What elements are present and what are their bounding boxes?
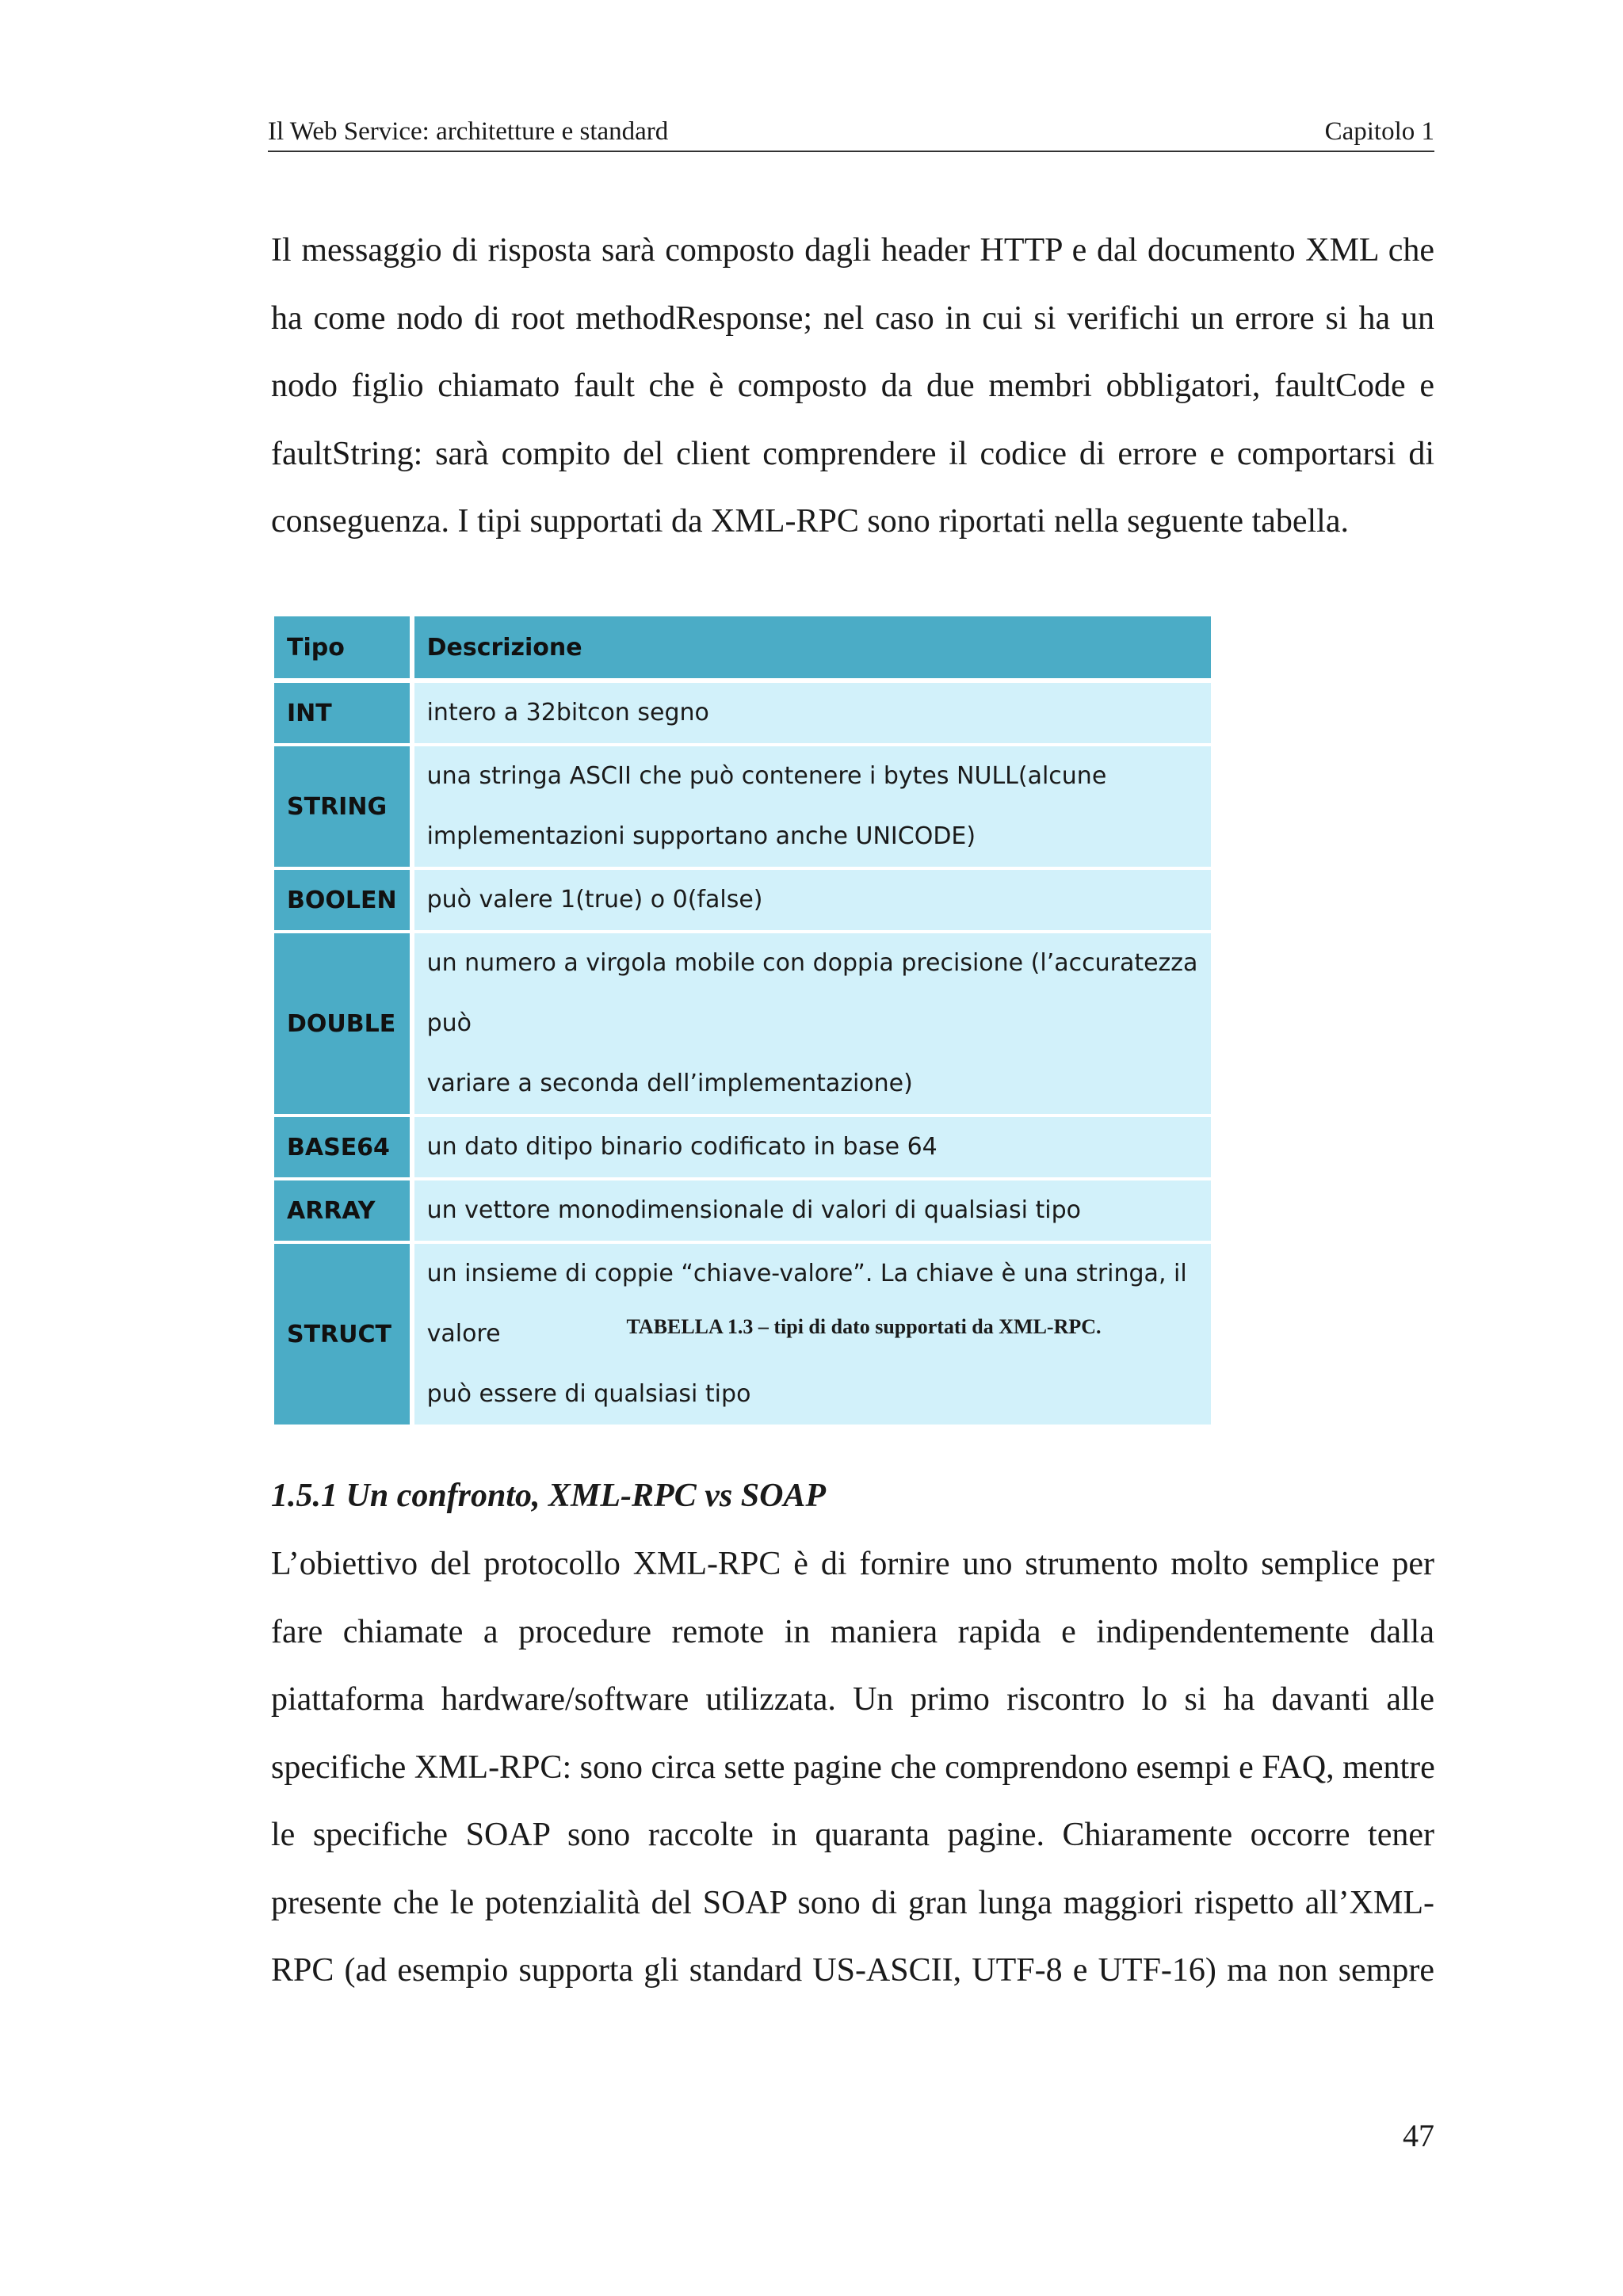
description-line: intero a 32bitcon segno xyxy=(426,699,709,727)
table-row xyxy=(274,933,1211,1117)
table-row xyxy=(274,1117,1211,1180)
text-line: Il messaggio di risposta sarà composto dagli header HTTP e dal documento XML che xyxy=(271,232,1434,269)
column-header-type: Tipo xyxy=(274,616,414,683)
text-line: fare chiamate a procedure remote in maniera rapida e indipendentemente dalla xyxy=(271,1613,1434,1650)
paragraph-comparison xyxy=(271,1531,1434,2005)
header-title: Il Web Service: architetture e standard xyxy=(268,117,669,146)
description-line: un insieme di coppie “chiave-valore”. La chiave è una stringa, il valore xyxy=(426,1260,1187,1348)
type-cell: ARRAY xyxy=(274,1180,414,1244)
running-header xyxy=(268,113,1434,152)
description-line: variare a seconda dell’implementazione) xyxy=(426,1070,913,1097)
description-line: implementazioni supportano anche UNICODE) xyxy=(426,822,976,850)
text-line: faultString: sarà compito del client comprendere il codice di errore e comportarsi di xyxy=(271,435,1434,472)
description-line: un dato ditipo binario codificato in base 64 xyxy=(426,1133,938,1161)
text-line: piattaforma hardware/software utilizzata. Un primo riscontro lo si ha davanti alle xyxy=(271,1681,1434,1718)
description-cell xyxy=(414,746,1211,870)
table-row xyxy=(274,1180,1211,1244)
text-line: presente che le potenzialità del SOAP sono di gran lunga maggiori rispetto all’XML- xyxy=(271,1884,1434,1921)
table-row xyxy=(274,870,1211,933)
column-header-description: Descrizione xyxy=(414,616,1211,683)
table-row xyxy=(274,683,1211,746)
table-caption: TABELLA 1.3 – tipi di dato supportati da XML-RPC. xyxy=(626,1315,1102,1338)
description-line: un numero a virgola mobile con doppia precisione (l’accuratezza può xyxy=(426,949,1198,1037)
header-chapter: Capitolo 1 xyxy=(1324,117,1434,146)
text-line: ha come nodo di root methodResponse; nel caso in cui si verifichi un errore si ha un xyxy=(271,299,1434,337)
table-header-row xyxy=(274,616,1211,683)
description-cell xyxy=(414,683,1211,746)
type-cell: DOUBLE xyxy=(274,933,414,1117)
text-line: L’obiettivo del protocollo XML-RPC è di fornire uno strumento molto semplice per xyxy=(271,1546,1434,1582)
description-cell xyxy=(414,933,1211,1117)
section-heading: 1.5.1 Un confronto, XML-RPC vs SOAP xyxy=(271,1478,827,1514)
description-cell xyxy=(414,870,1211,933)
description-cell xyxy=(414,1117,1211,1180)
text-line: nodo figlio chiamato fault che è composto da due membri obbligatori, faultCode e xyxy=(271,368,1434,404)
type-cell: STRING xyxy=(274,746,414,870)
description-line: una stringa ASCII che può contenere i bytes NULL(alcune xyxy=(426,762,1107,790)
page-number: 47 xyxy=(1403,2118,1434,2153)
type-cell: BOOLEN xyxy=(274,870,414,933)
type-cell: STRUCT xyxy=(274,1244,414,1428)
paragraph-intro xyxy=(271,217,1434,556)
types-table xyxy=(274,616,1211,1428)
description-line: può essere di qualsiasi tipo xyxy=(426,1380,751,1408)
type-cell: INT xyxy=(274,683,414,746)
type-cell: BASE64 xyxy=(274,1117,414,1180)
text-line: le specifiche SOAP sono raccolte in quaranta pagine. Chiaramente occorre tener xyxy=(271,1817,1434,1853)
text-line: conseguenza. I tipi supportati da XML-RPC sono riportati nella seguente tabella. xyxy=(271,503,1349,540)
description-line: può valere 1(true) o 0(false) xyxy=(426,886,763,913)
text-line: specifiche XML-RPC: sono circa sette pagine che comprendono esempi e FAQ, mentre xyxy=(271,1749,1435,1786)
description-cell xyxy=(414,1180,1211,1244)
text-line: RPC (ad esempio supporta gli standard US-ASCII, UTF-8 e UTF-16) ma non sempre xyxy=(271,1952,1434,1989)
table-row xyxy=(274,746,1211,870)
description-line: un vettore monodimensionale di valori di qualsiasi tipo xyxy=(426,1196,1081,1224)
